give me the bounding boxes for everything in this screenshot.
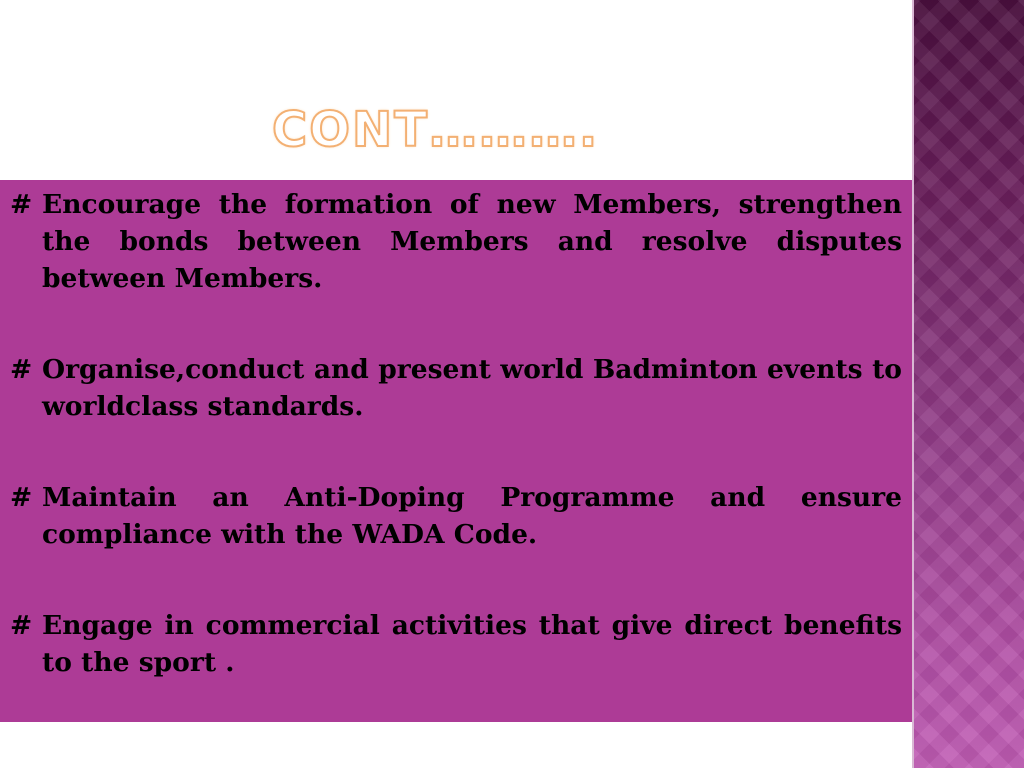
bullet-text: Engage in commercial activities that give direct benefits to the sport . [42, 610, 902, 678]
bullet-item [10, 607, 902, 681]
slide-title: CONT………. [272, 102, 600, 158]
bullet-text: Organise,conduct and present world Badminton events to worldclass standards. [42, 354, 902, 422]
bullet-marker: # [10, 482, 33, 513]
bullet-item [10, 351, 902, 425]
bullet-item [10, 186, 902, 297]
bullet-marker: # [10, 354, 33, 385]
bullet-item [10, 479, 902, 553]
decorative-side-band [912, 0, 1024, 768]
bullet-marker: # [10, 610, 33, 641]
bullet-text: Encourage the formation of new Members, strengthen the bonds between Members and resolve disputes between Members. [42, 189, 902, 294]
bullet-marker: # [10, 189, 33, 220]
bullet-text: Maintain an Anti-Doping Programme and ensure compliance with the WADA Code. [42, 482, 902, 550]
content-box [0, 180, 912, 722]
